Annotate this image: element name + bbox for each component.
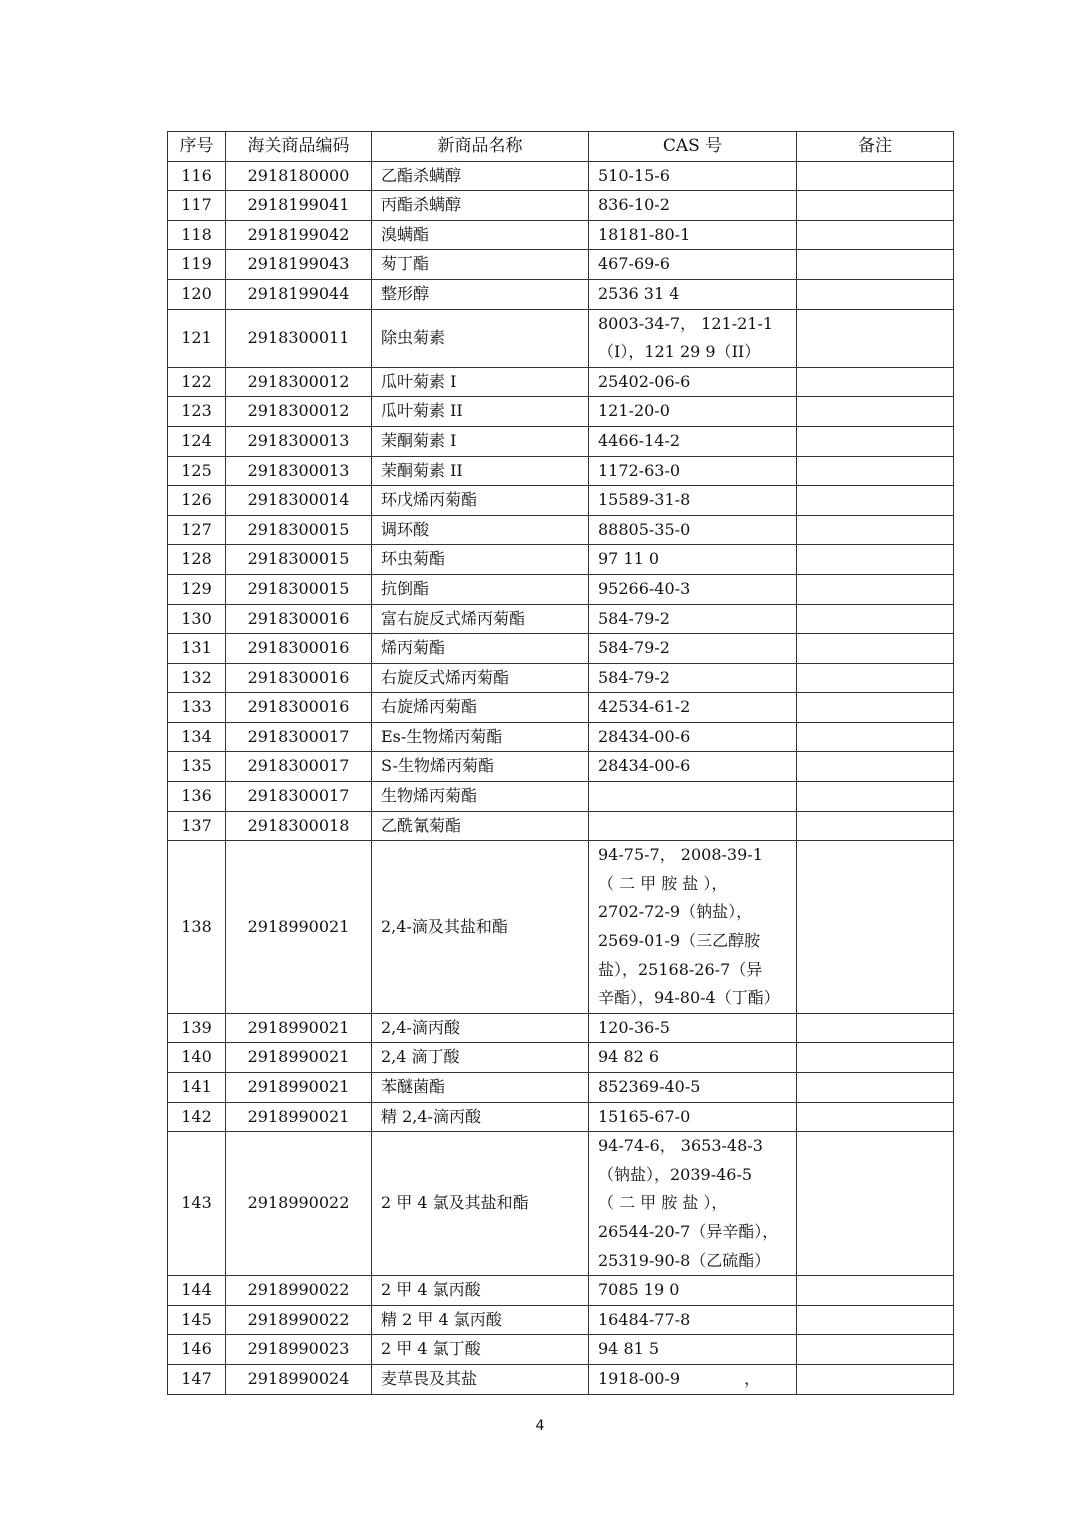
cell-seq: 130 <box>168 604 226 634</box>
cell-cas-number <box>589 752 797 782</box>
cell-remarks <box>797 1364 954 1394</box>
cell-remarks <box>797 1043 954 1073</box>
table-row <box>168 722 954 752</box>
cell-seq: 139 <box>168 1013 226 1043</box>
table-row <box>168 1043 954 1073</box>
cell-product-name: 精 2 甲 4 氯丙酸 <box>372 1305 589 1335</box>
cell-cas-number <box>589 811 797 841</box>
cas-line: 15165-67-0 <box>598 1106 691 1126</box>
cell-cas-number <box>589 309 797 367</box>
cell-product-name: 富右旋反式烯丙菊酯 <box>372 604 589 634</box>
cell-seq: 123 <box>168 397 226 427</box>
cell-product-name: 乙酯杀螨醇 <box>372 161 589 191</box>
cell-product-name: 右旋烯丙菊酯 <box>372 693 589 723</box>
cell-seq: 129 <box>168 574 226 604</box>
cas-line: 510-15-6 <box>598 165 670 185</box>
cell-seq: 120 <box>168 279 226 309</box>
cell-customs-code: 2918990021 <box>226 1043 372 1073</box>
cas-line: （I），121 29 9（II） <box>598 342 761 362</box>
cell-seq: 119 <box>168 250 226 280</box>
cas-line <box>598 812 787 841</box>
cell-cas-number <box>589 1276 797 1306</box>
header-product-name: 新商品名称 <box>372 132 589 162</box>
cell-seq: 127 <box>168 515 226 545</box>
cell-seq: 134 <box>168 722 226 752</box>
cell-cas-number <box>589 220 797 250</box>
cell-product-name: 瓜叶菊素 I <box>372 367 589 397</box>
cell-remarks <box>797 1335 954 1365</box>
cell-product-name: 乙酰氰菊酯 <box>372 811 589 841</box>
cell-product-name: 调环酸 <box>372 515 589 545</box>
cell-product-name: 丙酯杀螨醇 <box>372 191 589 221</box>
cell-customs-code: 2918300014 <box>226 486 372 516</box>
cell-product-name: 麦草畏及其盐 <box>372 1364 589 1394</box>
cas-line: 584-79-2 <box>598 608 670 628</box>
cas-line: 94 82 6 <box>598 1047 660 1067</box>
cell-remarks <box>797 456 954 486</box>
cell-seq: 131 <box>168 634 226 664</box>
cell-customs-code: 2918199041 <box>226 191 372 221</box>
cell-product-name: 2,4 滴丁酸 <box>372 1043 589 1073</box>
cas-line: 95266-40-3 <box>598 578 691 598</box>
cas-line: 16484-77-8 <box>598 1309 691 1329</box>
table-row <box>168 811 954 841</box>
cas-line: 2536 31 4 <box>598 283 680 303</box>
cell-cas-number <box>589 722 797 752</box>
table-row <box>168 693 954 723</box>
cell-seq: 122 <box>168 367 226 397</box>
cas-line: 25402-06-6 <box>598 371 691 391</box>
cell-product-name: 除虫菊素 <box>372 309 589 367</box>
cell-product-name: 2 甲 4 氯丁酸 <box>372 1335 589 1365</box>
cell-product-name: 烯丙菊酯 <box>372 634 589 664</box>
cell-seq: 145 <box>168 1305 226 1335</box>
cell-customs-code: 2918300016 <box>226 693 372 723</box>
table-row <box>168 1276 954 1306</box>
cell-cas-number <box>589 515 797 545</box>
cell-customs-code: 2918990022 <box>226 1132 372 1276</box>
cell-remarks <box>797 367 954 397</box>
cas-line: 1918-00-9 ， <box>598 1368 761 1388</box>
table-row <box>168 841 954 1014</box>
cas-line: 121-20-0 <box>598 401 670 421</box>
cell-cas-number <box>589 1305 797 1335</box>
cell-cas-number <box>589 1043 797 1073</box>
cell-customs-code: 2918300017 <box>226 752 372 782</box>
cell-customs-code: 2918300015 <box>226 545 372 575</box>
table-row <box>168 397 954 427</box>
cell-cas-number <box>589 693 797 723</box>
cell-remarks <box>797 309 954 367</box>
table-row <box>168 782 954 812</box>
cell-remarks <box>797 191 954 221</box>
cell-customs-code: 2918990024 <box>226 1364 372 1394</box>
cas-line: 94-74-6， 3653-48-3 <box>598 1136 763 1156</box>
cell-cas-number <box>589 279 797 309</box>
cell-remarks <box>797 782 954 812</box>
cell-customs-code: 2918300013 <box>226 456 372 486</box>
cell-customs-code: 2918990022 <box>226 1305 372 1335</box>
cas-line: 28434-00-6 <box>598 726 691 746</box>
cell-cas-number <box>589 604 797 634</box>
cas-line: 26544-20-7（异辛酯）， <box>598 1221 779 1241</box>
cell-customs-code: 2918990021 <box>226 1013 372 1043</box>
cell-customs-code: 2918990021 <box>226 1102 372 1132</box>
cell-seq: 138 <box>168 841 226 1014</box>
cell-remarks <box>797 722 954 752</box>
cell-seq: 117 <box>168 191 226 221</box>
cell-remarks <box>797 545 954 575</box>
table-row <box>168 191 954 221</box>
cell-seq: 146 <box>168 1335 226 1365</box>
cell-remarks <box>797 1013 954 1043</box>
cell-product-name: 精 2,4-滴丙酸 <box>372 1102 589 1132</box>
cell-product-name: 抗倒酯 <box>372 574 589 604</box>
table-row <box>168 486 954 516</box>
table-body <box>168 161 954 1394</box>
cas-line: 584-79-2 <box>598 667 670 687</box>
cell-remarks <box>797 841 954 1014</box>
cell-product-name: 茉酮菊素 II <box>372 456 589 486</box>
cell-seq: 126 <box>168 486 226 516</box>
cell-product-name: 2,4-滴及其盐和酯 <box>372 841 589 1014</box>
header-customs-code: 海关商品编码 <box>226 132 372 162</box>
cas-line: 94 81 5 <box>598 1339 660 1359</box>
cell-cas-number <box>589 574 797 604</box>
cell-cas-number <box>589 456 797 486</box>
cas-line: 584-79-2 <box>598 638 670 658</box>
cas-line: 94-75-7， 2008-39-1 <box>598 845 763 865</box>
cell-customs-code: 2918199043 <box>226 250 372 280</box>
cas-line: 88805-35-0 <box>598 519 691 539</box>
cas-line: 盐），25168-26-7（异 <box>598 959 763 979</box>
cell-cas-number <box>589 1013 797 1043</box>
cas-line: 2702-72-9（钠盐）， <box>598 902 753 922</box>
table-row <box>168 456 954 486</box>
cas-line: （钠盐），2039-46-5 <box>598 1164 753 1184</box>
page-number: 4 <box>535 1418 545 1434</box>
table-row <box>168 250 954 280</box>
cell-customs-code: 2918300016 <box>226 604 372 634</box>
cell-remarks <box>797 693 954 723</box>
chemical-products-table <box>167 131 954 1395</box>
cell-customs-code: 2918180000 <box>226 161 372 191</box>
cell-customs-code: 2918199042 <box>226 220 372 250</box>
table-row <box>168 161 954 191</box>
cell-product-name: 整形醇 <box>372 279 589 309</box>
cas-line: 8003-34-7， 121-21-1 <box>598 313 774 333</box>
cell-customs-code: 2918990021 <box>226 1073 372 1103</box>
cell-cas-number <box>589 634 797 664</box>
cell-seq: 124 <box>168 426 226 456</box>
cell-product-name: 2,4-滴丙酸 <box>372 1013 589 1043</box>
cell-product-name: 右旋反式烯丙菊酯 <box>372 663 589 693</box>
cell-cas-number <box>589 1364 797 1394</box>
table-row <box>168 220 954 250</box>
cell-customs-code: 2918300015 <box>226 574 372 604</box>
table-row <box>168 604 954 634</box>
cell-remarks <box>797 426 954 456</box>
cell-product-name: S-生物烯丙菊酯 <box>372 752 589 782</box>
cas-line <box>598 782 787 811</box>
cell-cas-number <box>589 426 797 456</box>
cas-line: 25319-90-8（乙硫酯） <box>598 1250 771 1270</box>
cell-customs-code: 2918300018 <box>226 811 372 841</box>
cell-customs-code: 2918990021 <box>226 841 372 1014</box>
cell-cas-number <box>589 161 797 191</box>
table-row <box>168 663 954 693</box>
cell-customs-code: 2918300017 <box>226 782 372 812</box>
cell-seq: 140 <box>168 1043 226 1073</box>
cell-remarks <box>797 397 954 427</box>
table-row <box>168 1102 954 1132</box>
cell-cas-number <box>589 250 797 280</box>
cas-line: 852369-40-5 <box>598 1077 701 1096</box>
cell-customs-code: 2918300013 <box>226 426 372 456</box>
cas-line: （ 二 甲 胺 盐 ）， <box>598 873 728 893</box>
cas-line: 467-69-6 <box>598 254 670 274</box>
cell-remarks <box>797 1102 954 1132</box>
cell-cas-number <box>589 486 797 516</box>
header-cas-number: CAS 号 <box>589 132 797 162</box>
cas-line: 836-10-2 <box>598 195 670 215</box>
cell-product-name: 环戊烯丙菊酯 <box>372 486 589 516</box>
cell-remarks <box>797 1305 954 1335</box>
cell-cas-number <box>589 1132 797 1276</box>
cell-cas-number <box>589 782 797 812</box>
table-row <box>168 1335 954 1365</box>
cell-seq: 121 <box>168 309 226 367</box>
cell-seq: 147 <box>168 1364 226 1394</box>
cell-customs-code: 2918300012 <box>226 397 372 427</box>
cas-line: 15589-31-8 <box>598 490 691 510</box>
cell-product-name: 茐丁酯 <box>372 250 589 280</box>
cell-remarks <box>797 1276 954 1306</box>
cell-product-name: 环虫菊酯 <box>372 545 589 575</box>
cell-customs-code: 2918199044 <box>226 279 372 309</box>
table-row <box>168 309 954 367</box>
cell-cas-number <box>589 1073 797 1103</box>
cas-line: 1172-63-0 <box>598 460 681 480</box>
cell-remarks <box>797 279 954 309</box>
cell-customs-code: 2918300011 <box>226 309 372 367</box>
cell-seq: 133 <box>168 693 226 723</box>
cell-customs-code: 2918990022 <box>226 1276 372 1306</box>
table-row <box>168 367 954 397</box>
cell-seq: 116 <box>168 161 226 191</box>
table-row <box>168 1073 954 1103</box>
cas-line: 97 11 0 <box>598 549 660 569</box>
table-row <box>168 279 954 309</box>
cell-cas-number <box>589 663 797 693</box>
cell-seq: 128 <box>168 545 226 575</box>
cell-product-name: 苯醚菌酯 <box>372 1073 589 1103</box>
cell-seq: 118 <box>168 220 226 250</box>
table-row <box>168 634 954 664</box>
cell-product-name: 生物烯丙菊酯 <box>372 782 589 812</box>
table-row <box>168 574 954 604</box>
table-row <box>168 1013 954 1043</box>
table-row <box>168 515 954 545</box>
cell-product-name: 瓜叶菊素 II <box>372 397 589 427</box>
cell-product-name: 2 甲 4 氯及其盐和酯 <box>372 1132 589 1276</box>
cell-remarks <box>797 161 954 191</box>
cell-remarks <box>797 811 954 841</box>
cell-seq: 132 <box>168 663 226 693</box>
cell-customs-code: 2918300016 <box>226 663 372 693</box>
cell-seq: 135 <box>168 752 226 782</box>
cas-line: 120-36-5 <box>598 1017 670 1037</box>
cell-customs-code: 2918300015 <box>226 515 372 545</box>
cas-line: （ 二 甲 胺 盐 ）， <box>598 1193 728 1213</box>
cell-customs-code: 2918300012 <box>226 367 372 397</box>
cell-remarks <box>797 1132 954 1276</box>
cell-cas-number <box>589 1102 797 1132</box>
table-row <box>168 1305 954 1335</box>
cas-line: 4466-14-2 <box>598 430 681 450</box>
cell-customs-code: 2918990023 <box>226 1335 372 1365</box>
cell-remarks <box>797 604 954 634</box>
cell-seq: 125 <box>168 456 226 486</box>
cas-line: 辛酯），94-80-4（丁酯） <box>598 988 780 1008</box>
cell-customs-code: 2918300016 <box>226 634 372 664</box>
cell-remarks <box>797 220 954 250</box>
table-row <box>168 1132 954 1276</box>
cell-seq: 142 <box>168 1102 226 1132</box>
cell-remarks <box>797 663 954 693</box>
table-row <box>168 752 954 782</box>
cell-cas-number <box>589 841 797 1014</box>
cell-cas-number <box>589 1335 797 1365</box>
cell-remarks <box>797 634 954 664</box>
cell-remarks <box>797 515 954 545</box>
header-remarks: 备注 <box>797 132 954 162</box>
table-row <box>168 426 954 456</box>
header-seq: 序号 <box>168 132 226 162</box>
table-row <box>168 545 954 575</box>
cell-seq: 136 <box>168 782 226 812</box>
cell-cas-number <box>589 397 797 427</box>
cell-product-name: 溴螨酯 <box>372 220 589 250</box>
cell-cas-number <box>589 191 797 221</box>
cell-cas-number <box>589 545 797 575</box>
cas-line: 7085 19 0 <box>598 1280 680 1300</box>
cell-remarks <box>797 574 954 604</box>
cell-remarks <box>797 250 954 280</box>
cas-line: 42534-61-2 <box>598 697 691 717</box>
cell-cas-number <box>589 367 797 397</box>
cas-line: 18181-80-1 <box>598 224 691 244</box>
cell-product-name: Es-生物烯丙菊酯 <box>372 722 589 752</box>
cell-customs-code: 2918300017 <box>226 722 372 752</box>
table-row <box>168 1364 954 1394</box>
cell-remarks <box>797 486 954 516</box>
cas-line: 2569-01-9（三乙醇胺 <box>598 931 761 951</box>
cell-product-name: 2 甲 4 氯丙酸 <box>372 1276 589 1306</box>
cell-remarks <box>797 752 954 782</box>
cell-seq: 137 <box>168 811 226 841</box>
cell-seq: 143 <box>168 1132 226 1276</box>
cell-seq: 144 <box>168 1276 226 1306</box>
cell-seq: 141 <box>168 1073 226 1103</box>
cas-line: 28434-00-6 <box>598 756 691 776</box>
table-header-row <box>168 132 954 162</box>
cell-product-name: 茉酮菊素 I <box>372 426 589 456</box>
cell-remarks <box>797 1073 954 1103</box>
